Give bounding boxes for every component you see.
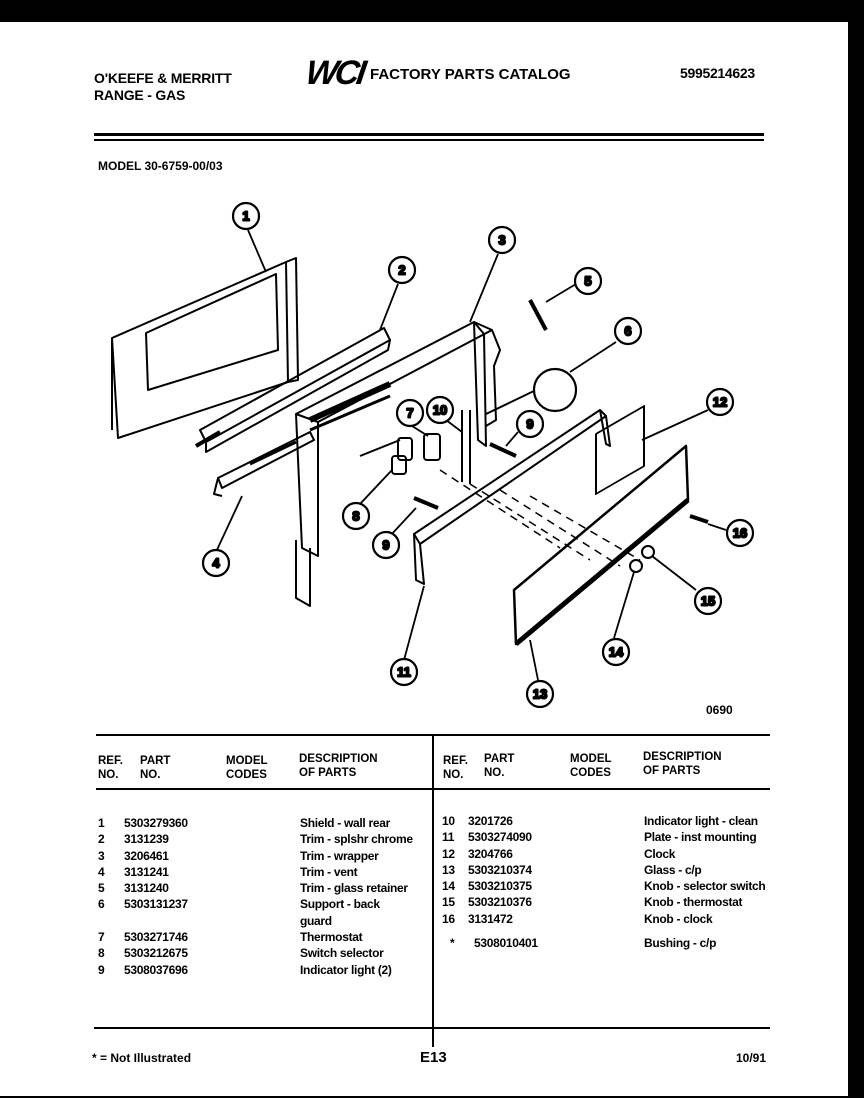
part-12-clock-illustration	[596, 406, 644, 494]
part-9-illustration-b	[490, 444, 516, 456]
table-row: 11 5303274090 Plate - inst mounting	[442, 830, 757, 845]
callout-16	[727, 520, 753, 546]
svg-text:8: 8	[352, 508, 360, 524]
parts-list-right	[442, 813, 782, 951]
table-row: 9 5308037696 Indicator light (2)	[98, 962, 392, 977]
part-1-shield-illustration	[112, 258, 298, 438]
callout-13	[527, 681, 553, 707]
callout-10	[427, 397, 453, 423]
svg-text:9: 9	[526, 416, 534, 432]
svg-text:3: 3	[498, 232, 506, 248]
callout-5	[575, 268, 601, 294]
callout-6-detail	[534, 369, 576, 411]
callout-15	[695, 588, 721, 614]
drawing-code: 0690	[706, 703, 733, 717]
table-row: 5 3131240 Trim - glass retainer	[98, 881, 408, 896]
catalog-title: FACTORY PARTS CATALOG	[370, 66, 571, 83]
model-number: MODEL 30-6759-00/03	[98, 159, 223, 173]
part-16-illustration	[690, 516, 708, 522]
part-13-glass-illustration	[514, 446, 688, 644]
callout-4	[203, 550, 229, 576]
parts-list-left	[98, 815, 430, 978]
table-row: 12 3204766 Clock	[442, 846, 676, 861]
header-ref-no: REF. NO.	[98, 755, 123, 781]
svg-text:13: 13	[532, 686, 548, 702]
svg-text:4: 4	[212, 555, 220, 571]
table-row: 4 3131241 Trim - vent	[98, 864, 358, 879]
table-row: 10 3201726 Indicator light - clean	[442, 814, 758, 828]
callout-2	[389, 257, 415, 283]
callout-11	[391, 659, 417, 685]
table-row-continuation: guard	[300, 913, 332, 928]
svg-text:1: 1	[242, 208, 250, 224]
table-row: 14 5303210375 Knob - selector switch	[442, 879, 766, 894]
header-model-codes: MODEL CODES	[226, 755, 268, 781]
revision-date: 10/91	[736, 1051, 767, 1065]
svg-text:14: 14	[608, 644, 624, 660]
svg-text:6: 6	[624, 323, 632, 339]
svg-text:12: 12	[712, 394, 728, 410]
svg-text:7: 7	[406, 405, 414, 421]
svg-text:15: 15	[700, 593, 716, 609]
table-row: 13 5303210374 Glass - c/p	[442, 862, 702, 877]
part-14-knob-illustration	[630, 560, 642, 572]
callout-14	[603, 639, 629, 665]
callout-3	[489, 227, 515, 253]
svg-text:5: 5	[584, 273, 592, 289]
product-type: RANGE - GAS	[94, 87, 186, 103]
footnote-not-illustrated: * = Not Illustrated	[92, 1051, 192, 1065]
callout-8	[343, 503, 369, 529]
table-row: 2 3131239 Trim - splshr chrome	[98, 832, 413, 847]
assembly-guide-lines	[440, 470, 640, 566]
wci-logo: WCI	[303, 54, 366, 92]
callout-12	[707, 389, 733, 415]
svg-text:16: 16	[732, 525, 748, 541]
brand-name: O'KEEFE & MERRITT	[94, 70, 232, 86]
part-5-illustration	[530, 300, 546, 330]
svg-text:9: 9	[382, 537, 390, 553]
part-7-8-illustration	[360, 434, 440, 474]
callout-9-upper	[517, 411, 543, 437]
table-row: 7 5303271746 Thermostat	[98, 930, 363, 945]
header-rule-thin	[94, 139, 764, 141]
header-ref-no-right: REF. NO.	[443, 755, 468, 781]
table-row-not-illustrated: * 5308010401 Bushing - c/p	[450, 936, 717, 951]
header-description: DESCRIPTION OF PARTS	[299, 753, 378, 779]
table-row: 8 5303212675 Switch selector	[98, 946, 384, 961]
callout-9-lower	[373, 532, 399, 558]
svg-text:11: 11	[397, 664, 411, 680]
callout-6	[615, 318, 641, 344]
document-number: 5995214623	[680, 65, 755, 81]
exploded-parts-diagram	[95, 190, 785, 735]
callout-1	[233, 203, 259, 229]
table-column-divider	[432, 734, 434, 1047]
part-11-plate-illustration	[414, 410, 610, 584]
header-model-codes-right: MODEL CODES	[570, 753, 612, 779]
svg-text:2: 2	[398, 262, 406, 278]
page-code: E13	[420, 1049, 447, 1066]
header-part-no: PART NO.	[140, 755, 171, 781]
callout-7	[397, 400, 423, 426]
brand-block	[94, 70, 232, 104]
table-bottom-rule	[94, 1027, 770, 1029]
part-10-illustration	[462, 410, 470, 484]
table-row: 6 5303131237 Support - back	[98, 897, 380, 912]
table-row: 1 5303279360 Shield - wall rear	[98, 816, 390, 830]
table-row: 16 3131472 Knob - clock	[442, 911, 713, 926]
header-part-no-right: PART NO.	[484, 753, 515, 779]
table-row: 3 3206461 Trim - wrapper	[98, 848, 379, 863]
header-description-right: DESCRIPTION OF PARTS	[643, 751, 722, 777]
part-9-illustration-a	[414, 498, 438, 508]
part-2-trim-illustration	[196, 328, 390, 452]
catalog-page	[0, 22, 848, 1096]
svg-text:10: 10	[432, 402, 448, 418]
header-rule	[94, 133, 764, 136]
table-row: 15 5303210376 Knob - thermostat	[442, 895, 743, 910]
